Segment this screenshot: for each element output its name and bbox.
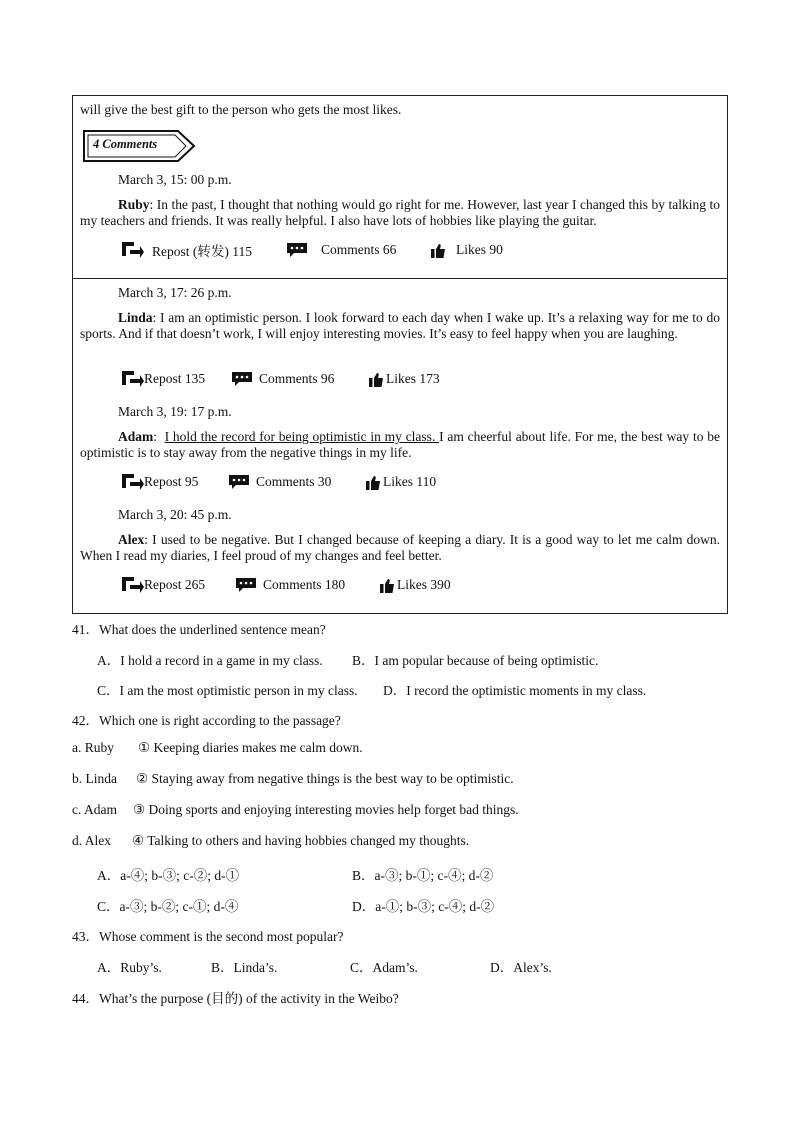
repost-button[interactable] [120,575,205,595]
comments-label: Comments 180 [263,577,346,592]
q42-option-c[interactable]: C．a-③; b-②; c-①; d-④ [97,899,239,914]
repost-label: Repost 95 [144,474,199,489]
post-author: Linda [118,310,153,325]
post-author: Alex [118,532,145,547]
repost-button[interactable] [120,240,252,260]
question-44-stem: 44．What’s the purpose (目的) of the activity in the Weibo? [72,991,399,1006]
question-43-stem: 43．Whose comment is the second most popular? [72,929,344,944]
match-name: c. Adam [72,802,117,817]
q43-option-c[interactable]: C．Adam’s. [350,960,418,975]
post-body: Adam: I hold the record for being optimistic in my class. I am cheerful about life. For me, the best way to be optimistic is to stay away from the negative things in my life. [80,429,720,460]
repost-icon [120,472,144,492]
q43-option-a[interactable]: A．Ruby’s. [97,960,162,975]
match-name: b. Linda [72,771,117,786]
q42-option-d[interactable]: D．a-①; b-③; c-④; d-② [352,899,495,914]
post-time: March 3, 17: 26 p.m. [118,285,232,300]
q41-option-b[interactable]: B．I am popular because of being optimistic. [352,653,599,668]
repost-label: Repost 135 [144,371,206,386]
post-body [80,197,720,229]
comments-button[interactable] [228,472,331,492]
post-text: I am cheerful about life. For me, the best way to be optimistic is to stay away from the negative things in my life. [80,429,720,460]
post-author: Ruby [118,197,150,212]
question-42-stem: 42．Which one is right according to the passage? [72,713,341,728]
comments-label: Comments 96 [259,371,335,386]
repost-label: Repost 265 [144,577,206,592]
post-time: March 3, 15: 00 p.m. [118,172,232,187]
comment-bubble-icon [286,242,308,258]
question-41-stem: 41．What does the underlined sentence mean? [72,622,326,637]
post-text: : I am an optimistic person. I look forward to each day when I wake up. It’s a relaxing way for me to do sports. And if that doesn’t work, I will enjoy interesting movies. It’s easy to feel happy when you are laughing. [80,310,720,341]
match-statement: ② Staying away from negative things is the best way to be optimistic. [136,771,514,786]
post-body [80,532,720,564]
repost-icon [120,240,144,260]
q41-option-d[interactable]: D．I record the optimistic moments in my class. [383,683,647,698]
q42-option-b[interactable]: B．a-③; b-①; c-④; d-② [352,868,494,883]
q41-option-c[interactable]: C．I am the most optimistic person in my class. [97,683,358,698]
comment-bubble-icon [228,474,250,490]
likes-button[interactable] [431,240,503,260]
likes-button[interactable] [366,472,436,492]
q43-option-d[interactable]: D．Alex’s. [490,960,552,975]
comments-button[interactable] [231,369,334,389]
match-statement: ④ Talking to others and having hobbies changed my thoughts. [132,833,470,848]
intro-text: will give the best gift to the person who gets the most likes. [80,102,402,117]
post-text: : In the past, I thought that nothing would go right for me. However, last year I changed this by talking to my teachers and friends. It was really helpful. I also have lots of hobbies like playing the guitar. [80,197,720,228]
post-time: March 3, 20: 45 p.m. [118,507,232,522]
comments-label: Comments 30 [256,474,332,489]
post-body [80,310,720,342]
comment-bubble-icon [231,371,253,387]
match-statement: ③ Doing sports and enjoying interesting movies help forget bad things. [133,802,519,817]
post-time: March 3, 19: 17 p.m. [118,404,232,419]
likes-button[interactable] [380,575,451,595]
repost-button[interactable] [120,472,198,492]
q43-option-b[interactable]: B．Linda’s. [211,960,278,975]
comment-bubble-icon [235,577,257,593]
comments-tag [82,128,198,164]
thumbs-up-icon [369,372,384,387]
post-author: Adam [118,429,154,444]
underlined-sentence: I hold the record for being optimistic in my class. [164,429,440,444]
thumbs-up-icon [431,243,446,258]
match-name: d. Alex [72,833,111,848]
q42-option-a[interactable]: A．a-④; b-③; c-②; d-① [97,868,240,883]
repost-label: Repost (转发) 115 [152,244,252,259]
comments-tag-label: 4 Comments [93,137,158,151]
thumbs-up-icon [380,578,395,593]
match-statement: ① Keeping diaries makes me calm down. [138,740,363,755]
comments-label: Comments 66 [321,242,397,257]
comments-button[interactable] [235,575,345,595]
repost-button[interactable] [120,369,205,389]
likes-label: Likes 173 [386,371,440,386]
likes-button[interactable] [369,369,440,389]
post-text: : I used to be negative. But I changed because of keeping a diary. It is a good way to let me calm down. When I read my diaries, I feel proud of my changes and feel better. [80,532,720,563]
comments-button[interactable] [286,240,396,260]
q41-option-a[interactable]: A．I hold a record in a game in my class. [97,653,323,668]
thumbs-up-icon [366,475,381,490]
repost-icon [120,369,144,389]
repost-icon [120,575,144,595]
likes-label: Likes 90 [456,242,503,257]
likes-label: Likes 390 [397,577,451,592]
match-name: a. Ruby [72,740,114,755]
likes-label: Likes 110 [383,474,437,489]
